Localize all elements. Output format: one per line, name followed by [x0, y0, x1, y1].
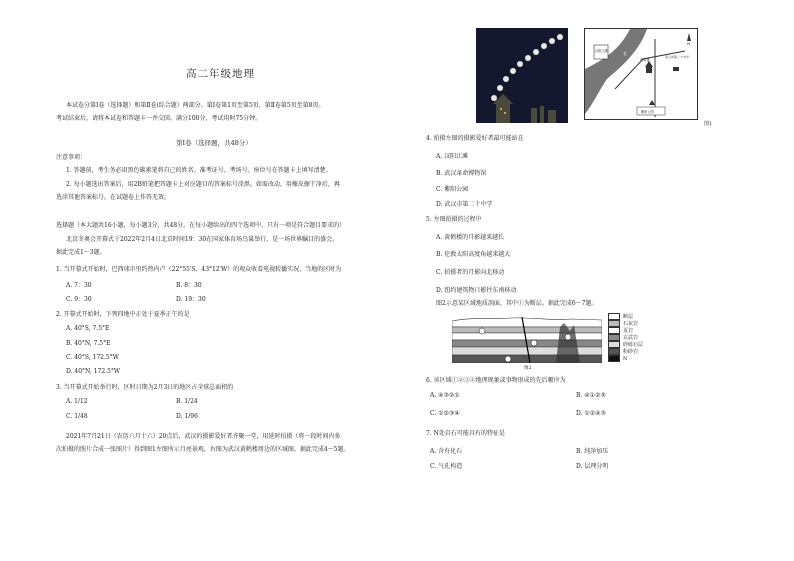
option[interactable]: A. 40°S, 7.5°E: [66, 325, 110, 332]
option[interactable]: D. ①②④③: [576, 410, 606, 417]
figure-label: 图2: [524, 366, 532, 371]
map-label-river-2: 长: [623, 51, 627, 56]
moon-timelapse-photo: [476, 28, 568, 123]
option[interactable]: A. 1/12: [66, 398, 88, 405]
legend-item: 页岩: [608, 327, 664, 334]
option[interactable]: D. 武汉市第二十中学: [436, 201, 493, 208]
question-stem: 3. 当开幕式开始举行时，区时日期为2月3日的地区占全球总面积的: [56, 384, 234, 391]
option[interactable]: C. 拍摄者的月影向北移动: [436, 269, 505, 276]
option[interactable]: B. 40°N, 7.5°E: [66, 340, 111, 347]
geologic-cross-section: [452, 313, 602, 363]
map-label-park: 紫阳公园: [641, 110, 654, 114]
north-arrow-icon: N: [687, 41, 691, 46]
option[interactable]: A. 汉阳江滩: [436, 153, 469, 160]
note-item: 1. 答题前，考生务必用黑色碳素笔将自己的姓名、准考证号、考场号、座位号在答题卡上填写清楚。: [66, 167, 332, 174]
legend-item: N: [608, 355, 664, 362]
page-title: 高二年级地理: [186, 68, 255, 80]
option[interactable]: D. 纽约建筑物日影往东南移动: [436, 287, 517, 294]
notes-title: 注意事项：: [56, 154, 87, 161]
option[interactable]: C. 9：30: [66, 296, 92, 303]
figure-label: 图1: [704, 121, 713, 127]
option[interactable]: D. 层理分明: [576, 463, 609, 470]
intro-line: 本试卷分第Ⅰ卷（选择题）和第Ⅱ卷(综合题）两部分。第Ⅰ卷第1页至第5页，第Ⅱ卷第5页至第8页。: [66, 102, 325, 109]
option[interactable]: B. 8：30: [176, 282, 202, 289]
question-stem: 6. 该区域①②③④地理现象或事物形成的先后顺序为: [426, 377, 566, 384]
region-map: [584, 28, 698, 120]
legend-item: 粉砂岩: [608, 348, 664, 355]
question-stem: 7. N处岩石可能具有的特征是: [426, 430, 505, 437]
passage-line: 次拍摄的照片合成一张图片）得到图1左图所示月亮景观，右图为武汉黄鹤楼周边的区域图。据此完成4～5题。: [56, 446, 350, 453]
legend-item: 玄武岩: [608, 334, 664, 341]
option[interactable]: A. 含有化石: [430, 448, 463, 455]
legend-item: 砂砾石层: [608, 341, 664, 348]
mc-intro: 据此完成1～3题。: [56, 249, 106, 256]
passage-line: 图2示意某区域地质剖面，其中①为断层。据此完成6～7题。: [436, 300, 598, 307]
section-heading: 第Ⅰ卷（选择题，共48分）: [176, 139, 252, 147]
question-stem: 4. 拍摄左图的摄影爱好者最可能站在: [426, 135, 524, 142]
option[interactable]: D. 19：30: [176, 296, 206, 303]
option[interactable]: D. 1/96: [176, 413, 198, 420]
question-stem: 2. 开幕式开始时，下列四地中正处于夏季正午的是: [56, 311, 190, 318]
legend: [608, 313, 664, 362]
question-stem: 1. 当开幕式开始时，巴西球市里约热内卢（22°55′S，43°12′W）的观众收看电视转播实况，当地的区时为: [56, 266, 342, 273]
legend-item: 石灰岩: [608, 320, 664, 327]
option[interactable]: B. ④①②③: [576, 392, 606, 399]
mc-intro: 北京冬奥会开幕式于2022年2月4日北京时间19：30在国家体育场鸟巢举行，是一场世界瞩目的盛会。: [66, 236, 339, 243]
option[interactable]: A. ④③②①: [430, 392, 460, 399]
passage-line: 2021年7月21日（农历六月十六）20点后，武汉的摄影爱好者齐聚一堂，用延时拍摄（将一段时间内多: [66, 433, 341, 440]
question-stem: 5. 左图拍摄的过程中: [426, 216, 482, 223]
note-item: 2. 每小题选出答案后，用2B铅笔把答题卡上对应题目的答案标号涂黑。如需改动，用橡皮擦干净后，再: [66, 181, 340, 188]
option[interactable]: C. 40°S, 172.5°W: [66, 354, 119, 361]
intro-line: 考试结束后，请将本试卷和答题卡一并交回。满分100分，考试用时75分钟。: [56, 115, 262, 122]
option[interactable]: B. 纯净加压: [576, 448, 609, 455]
legend-item: 断层: [608, 313, 664, 320]
map-label-yellow-crane: 黄鹤楼: [640, 58, 650, 62]
map-label-hanyang: 汉阳江滩: [595, 49, 608, 53]
mc-intro: 选择题（本大题共16小题，每小题3分，共48分。在每小题给出的四个选项中，只有一项是符合题目要求的）: [56, 222, 346, 229]
option[interactable]: B. 武汉革命博物馆: [436, 170, 487, 177]
option[interactable]: B. 1/24: [176, 398, 198, 405]
option[interactable]: D. 40°N, 172.5°W: [66, 368, 121, 375]
option[interactable]: B. 伦敦太阳高度角越来越大: [436, 251, 511, 258]
option[interactable]: C. ①②③④: [430, 410, 460, 417]
note-item: 选涂其他答案标号。在试题卷上作答无效。: [56, 194, 171, 201]
option[interactable]: C. 1/48: [66, 413, 88, 420]
map-label-river: 江: [615, 73, 619, 78]
option[interactable]: C. 紫阳公园: [436, 186, 469, 193]
option[interactable]: A. 7：30: [66, 282, 92, 289]
option[interactable]: A. 黄鹤楼的月影越来越长: [436, 234, 505, 241]
map-label-school: 武汉市第二十中学: [665, 55, 690, 59]
option[interactable]: C. 气孔构造: [430, 463, 463, 470]
